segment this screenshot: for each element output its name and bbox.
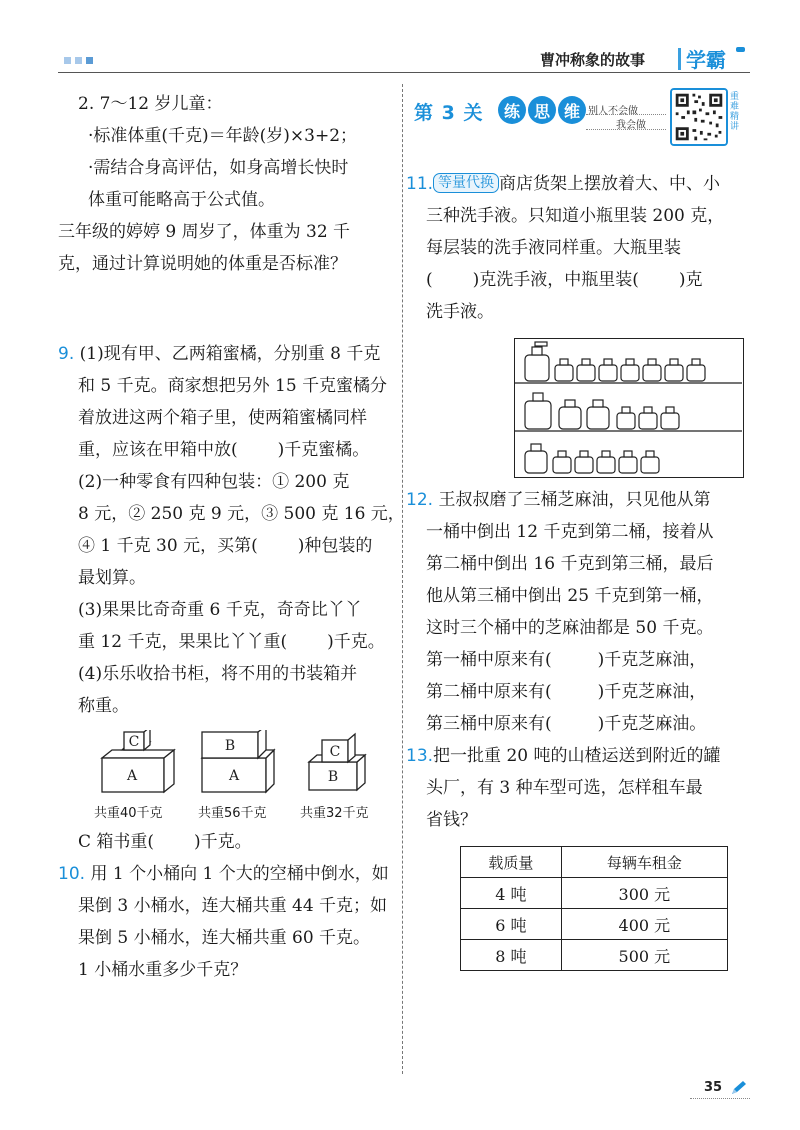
q9-part1-line3: 着放进这两个箱子里，使两箱蜜橘同样 [78, 408, 367, 428]
q10-line3: 果倒 5 小桶水，连大桶共重 60 千克。 [78, 928, 371, 948]
q9-part1-line4: 重，应该在甲箱中放( )千克蜜橘。 [78, 440, 370, 460]
bottles-drawing [515, 339, 742, 476]
q9-part1-line2: 和 5 千克。商家想把另外 15 千克蜜橘分 [78, 376, 388, 396]
header-decoration [64, 57, 93, 64]
item2-bullet-1: ·标准体重(千克)＝年龄(岁)×3+2； [88, 126, 358, 146]
item2-bullet-2-cont: 体重可能略高于公式值。 [88, 190, 275, 210]
q9-part2-line3: ④ 1 千克 30 元，买第( )种包装的 [78, 536, 373, 556]
box-a-label: A [126, 768, 138, 784]
q10-number: 10. [58, 864, 86, 884]
table-row [461, 940, 728, 971]
column-divider [402, 84, 403, 1074]
q11-line5: 洗手液。 [426, 302, 494, 322]
section-title [498, 96, 586, 124]
q11-line1: 11. 等量代换 商店货架上摆放着大、中、小 [406, 174, 721, 194]
q9-part1: 9. (1)现有甲、乙两箱蜜橘，分别重 8 千克 [58, 344, 381, 364]
table-cell: 300 元 [561, 878, 727, 909]
box-caption: 共重32千克 [300, 806, 369, 821]
q9-part2-line2: 8 元，② 250 克 9 元，③ 500 克 16 元， [78, 504, 405, 524]
pencil-icon [730, 1080, 748, 1096]
table-cell: 4 吨 [461, 878, 562, 909]
item2-bullet-2: ·需结合身高评估，如身高增长快时 [88, 158, 349, 178]
banner-char: 思 [528, 96, 556, 124]
q12-line3: 第二桶中倒出 16 千克到第三桶，最后 [426, 554, 714, 574]
table-cell: 8 吨 [461, 940, 562, 971]
section-banner [406, 88, 751, 140]
q12-blank-1: 第一桶中原来有( )千克芝麻油， [426, 650, 707, 670]
left-column [58, 88, 405, 986]
box-c-label: C [329, 744, 341, 760]
box-caption: 共重40千克 [94, 806, 163, 821]
q9-part4-line2: 称重。 [78, 696, 129, 716]
table-header: 每辆车租金 [561, 847, 727, 878]
q12-line5: 这时三个桶中的芝麻油都是 50 千克。 [426, 618, 714, 638]
banner-subtitle-2: 我会做 [616, 120, 646, 131]
qr-code-icon[interactable] [670, 88, 728, 146]
q10-line2: 果倒 3 小桶水，连大桶共重 44 千克；如 [78, 896, 388, 916]
q11-line2: 三种洗手液。只知道小瓶里装 200 克， [426, 206, 725, 226]
right-column [406, 88, 751, 971]
q10-line1: 10. 用 1 个小桶向 1 个大的空桶中倒水，如 [58, 864, 389, 884]
banner-char: 维 [558, 96, 586, 124]
q9-part4-answer: C 箱书重( )千克。 [78, 832, 252, 852]
q10-line4: 1 小桶水重多少千克？ [78, 960, 248, 980]
graduation-cap-icon [736, 47, 745, 52]
item2-question: 三年级的婷婷 9 周岁了，体重为 32 千 [58, 222, 351, 242]
book-boxes-figure [94, 730, 394, 822]
brand-logo: 学霸 [686, 48, 726, 72]
box-b-label: B [224, 738, 236, 754]
box-c-label: C [128, 734, 140, 750]
q12-blank-3: 第三桶中原来有( )千克芝麻油。 [426, 714, 707, 734]
item2-title: 2. 7～12 岁儿童： [78, 94, 223, 114]
q9-part2: (2)一种零食有四种包装：① 200 克 [78, 472, 350, 492]
footer-rule [690, 1098, 750, 1099]
header-separator [678, 48, 681, 70]
table-header: 载质量 [461, 847, 562, 878]
book-boxes-drawing [94, 730, 394, 800]
q12-blank-2: 第二桶中原来有( )千克芝麻油， [426, 682, 707, 702]
q11-line3: 每层装的洗手液同样重。大瓶里装 [426, 238, 681, 258]
q9-part3: (3)果果比奇奇重 6 千克，奇奇比丫丫 [78, 600, 362, 620]
table-cell: 400 元 [561, 909, 727, 940]
section-level: 第 3 关 [414, 102, 484, 124]
table-cell: 500 元 [561, 940, 727, 971]
item2-question-cont: 克，通过计算说明她的体重是否标准？ [58, 254, 347, 274]
shelf-illustration [514, 338, 744, 478]
q12-number: 12. [406, 490, 434, 510]
table-cell: 6 吨 [461, 909, 562, 940]
topic-tag: 等量代换 [433, 173, 499, 193]
q13-line2: 头厂，有 3 种车型可选，怎样租车最 [426, 778, 703, 798]
q12-line2: 一桶中倒出 12 千克到第二桶，接着从 [426, 522, 714, 542]
q12-line1: 12. 王叔叔磨了三桶芝麻油，只见他从第 [406, 490, 711, 510]
truck-rental-table [460, 846, 728, 971]
q13-line3: 省钱？ [426, 810, 477, 830]
qr-caption: 重难精讲 [730, 92, 740, 132]
q9-number: 9. [58, 344, 75, 364]
table-row [461, 909, 728, 940]
q13-number: 13. [406, 746, 434, 766]
table-row [461, 878, 728, 909]
banner-char: 练 [498, 96, 526, 124]
q13-line1: 13.把一批重 20 吨的山楂运送到附近的罐 [406, 746, 721, 766]
q11-number: 11. [406, 174, 434, 194]
chapter-title: 曹冲称象的故事 [540, 51, 646, 69]
q9-part3-line2: 重 12 千克，果果比丫丫重( )千克。 [78, 632, 385, 652]
header-rule [58, 72, 750, 73]
box-a-label: A [228, 768, 240, 784]
q9-part4: (4)乐乐收拾书柜，将不用的书装箱并 [78, 664, 358, 684]
page-number: 35 [704, 1080, 723, 1095]
banner-subtitle-1: 别人不会做 [588, 106, 638, 117]
q9-part2-line4: 最划算。 [78, 568, 146, 588]
q11-line4: ( )克洗手液，中瓶里装( )克 [426, 270, 703, 290]
table-header-row [461, 847, 728, 878]
box-b-label: B [327, 769, 339, 785]
box-caption: 共重56千克 [198, 806, 267, 821]
q12-line4: 他从第三桶中倒出 25 千克到第一桶， [426, 586, 714, 606]
